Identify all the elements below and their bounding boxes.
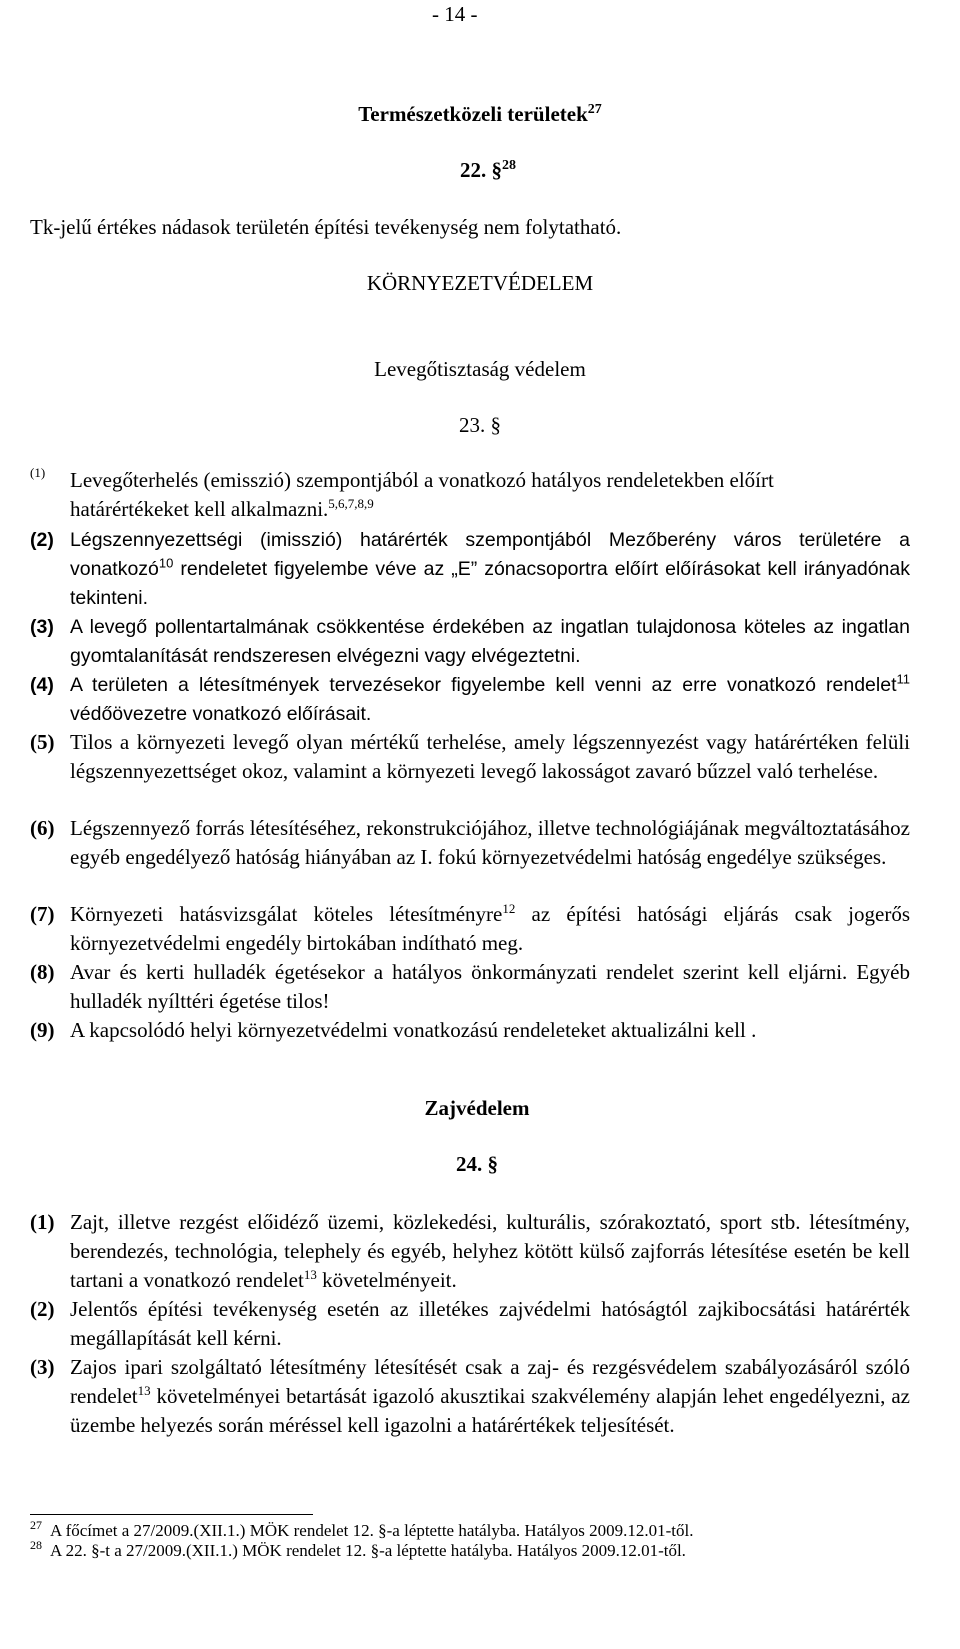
paragraph-item [30,613,910,671]
footnote-ref: 10 [158,555,174,571]
item-number: (3) [30,1355,55,1379]
item-text: A levegő pollentartalmának csökkentése érdekében az ingatlan tulajdonosa köteles az ingatlan gyomtalanítását rendszeresen elvégezni vagy elvégeztetni. [70,616,910,667]
footnote: $^{28}$ A 22. §-t a 27/2009.(XII.1.) MÖK rendelet 12. §-a léptette hatályba. Hatályos 2009.12.01-től. [30,1538,686,1560]
item-text: A kapcsolódó helyi környezetvédelmi vonatkozású rendeleteket aktualizálni kell . [70,1018,757,1042]
paragraph-item [30,814,910,872]
item-text: Légszennyezettségi (imisszió) határérték szempontjából Mezőberény város területére a vonatkozó [70,529,910,580]
paragraph-label-23: 23. § [459,413,501,437]
item-number: (1) [30,1210,55,1234]
paragraph-item [30,526,910,613]
item-text: Levegőterhelés (emisszió) szempontjából a vonatkozó hatályos rendeletekben előírt [70,468,774,492]
item-text: követelményei betartását igazoló akusztikai szakvélemény alapján lehet engedélyezni, az üzembe helyezés során méréssel kell igazolni a határértékek teljesítését. [70,1384,910,1437]
item-text: követelményeit. [316,1268,457,1292]
item-text: Zajos ipari szolgáltató létesítmény létesítését csak a zaj- és rezgésvédelem szabályozásáról szóló rendelet [70,1355,910,1408]
item-text: Zajt, illetve rezgést előidéző üzemi, közlekedési, kulturális, szórakoztató, sport stb. létesítmény, berendezés, technológia, telephely és egyéb, helyhez kötött külső zajforrás létesítése esetén be kell tartani a vonatkozó rendelet [70,1210,910,1292]
item-number: (1) [30,465,46,480]
item-text: Légszennyező forrás létesítéséhez, rekonstrukciójához, illetve technológiájának megváltoztatásához egyéb engedélyező hatóság hiányában az I. fokú környezetvédelmi hatóság engedélye szükséges. [70,816,910,869]
paragraph-item [30,671,910,729]
item-text: Tilos a környezeti levegő olyan mértékű terhelése, amely légszennyezést vagy határértéken felüli légszennyezettséget okoz, valamint a környezeti levegő lakosságot zavaró bűzzel való terhelése. [70,730,910,783]
item-number: (6) [30,816,55,840]
item-text: védőövezetre vonatkozó előírásait. [70,703,372,725]
chapter-title: KÖRNYEZETVÉDELEM [366,271,594,295]
text-termeszet: Tk-jelű értékes nádasok területén építési tevékenység nem folytatható. [30,215,622,239]
item-text: Jelentős építési tevékenység esetén az illetékes zajvédelmi hatóságtól zajkibocsátási határérték megállapítását kell kérni. [70,1297,910,1350]
paragraph-item [30,728,910,786]
item-number: (8) [30,960,55,984]
item-number: (9) [30,1018,55,1042]
item-text: A területen a létesítmények tervezésekor figyelembe kell venni az erre vonatkozó rendelet [70,674,897,696]
item-text: Avar és kerti hulladék égetésekor a hatályos önkormányzati rendelet szerint kell eljárni. Egyéb hulladék nyílttéri égetése tilos! [70,960,910,1013]
item-number: (3) [30,616,54,638]
item-number: (5) [30,730,55,754]
paragraph-item [30,1208,910,1295]
footnote-ref: 12 [502,901,516,916]
footnote-ref: 13 [303,1267,317,1282]
section-title-levego: Levegőtisztaság védelem [374,357,586,381]
page-number: - 14 - [432,2,478,26]
paragraph-label-24: 24. § [456,1152,498,1176]
section-title-termeszet: Természetközeli területek$^{27}$ [358,102,602,126]
footnote: $^{27}$ A főcímet a 27/2009.(XII.1.) MÖK rendelet 12. §-a léptette hatályba. Hatályos 2009.12.01-től. [30,1518,694,1540]
item-number: (7) [30,902,55,926]
item-text: rendeletet figyelembe véve az „E” zónacsoportra előírt előírásokat kell irányadónak tekinteni. [70,558,910,609]
item-text: az építési hatósági eljárás csak jogerős környezetvédelmi engedély birtokában indítható meg. [70,902,910,955]
section-title-zaj: Zajvédelem [424,1096,530,1120]
paragraph-item [30,1295,910,1353]
footnote-ref: 11 [896,671,910,687]
footnote-ref: 13 [137,1383,151,1398]
paragraph-item [30,900,910,958]
footnote-separator [30,1514,313,1515]
paragraph-item [30,1016,910,1045]
item-text: határértékeket kell alkalmazni. [70,497,329,521]
paragraph-item [30,958,910,1016]
item-number: (2) [30,529,54,551]
item-text: Környezeti hatásvizsgálat köteles létesítményre [70,902,503,926]
item-number: (4) [30,674,54,696]
paragraph-item [30,1353,910,1440]
footnote-ref: 5,6,7,8,9 [328,496,374,511]
paragraph-label-22: 22. §$^{28}$ [460,158,516,182]
item-number: (2) [30,1297,55,1321]
paragraph-item [30,466,910,524]
